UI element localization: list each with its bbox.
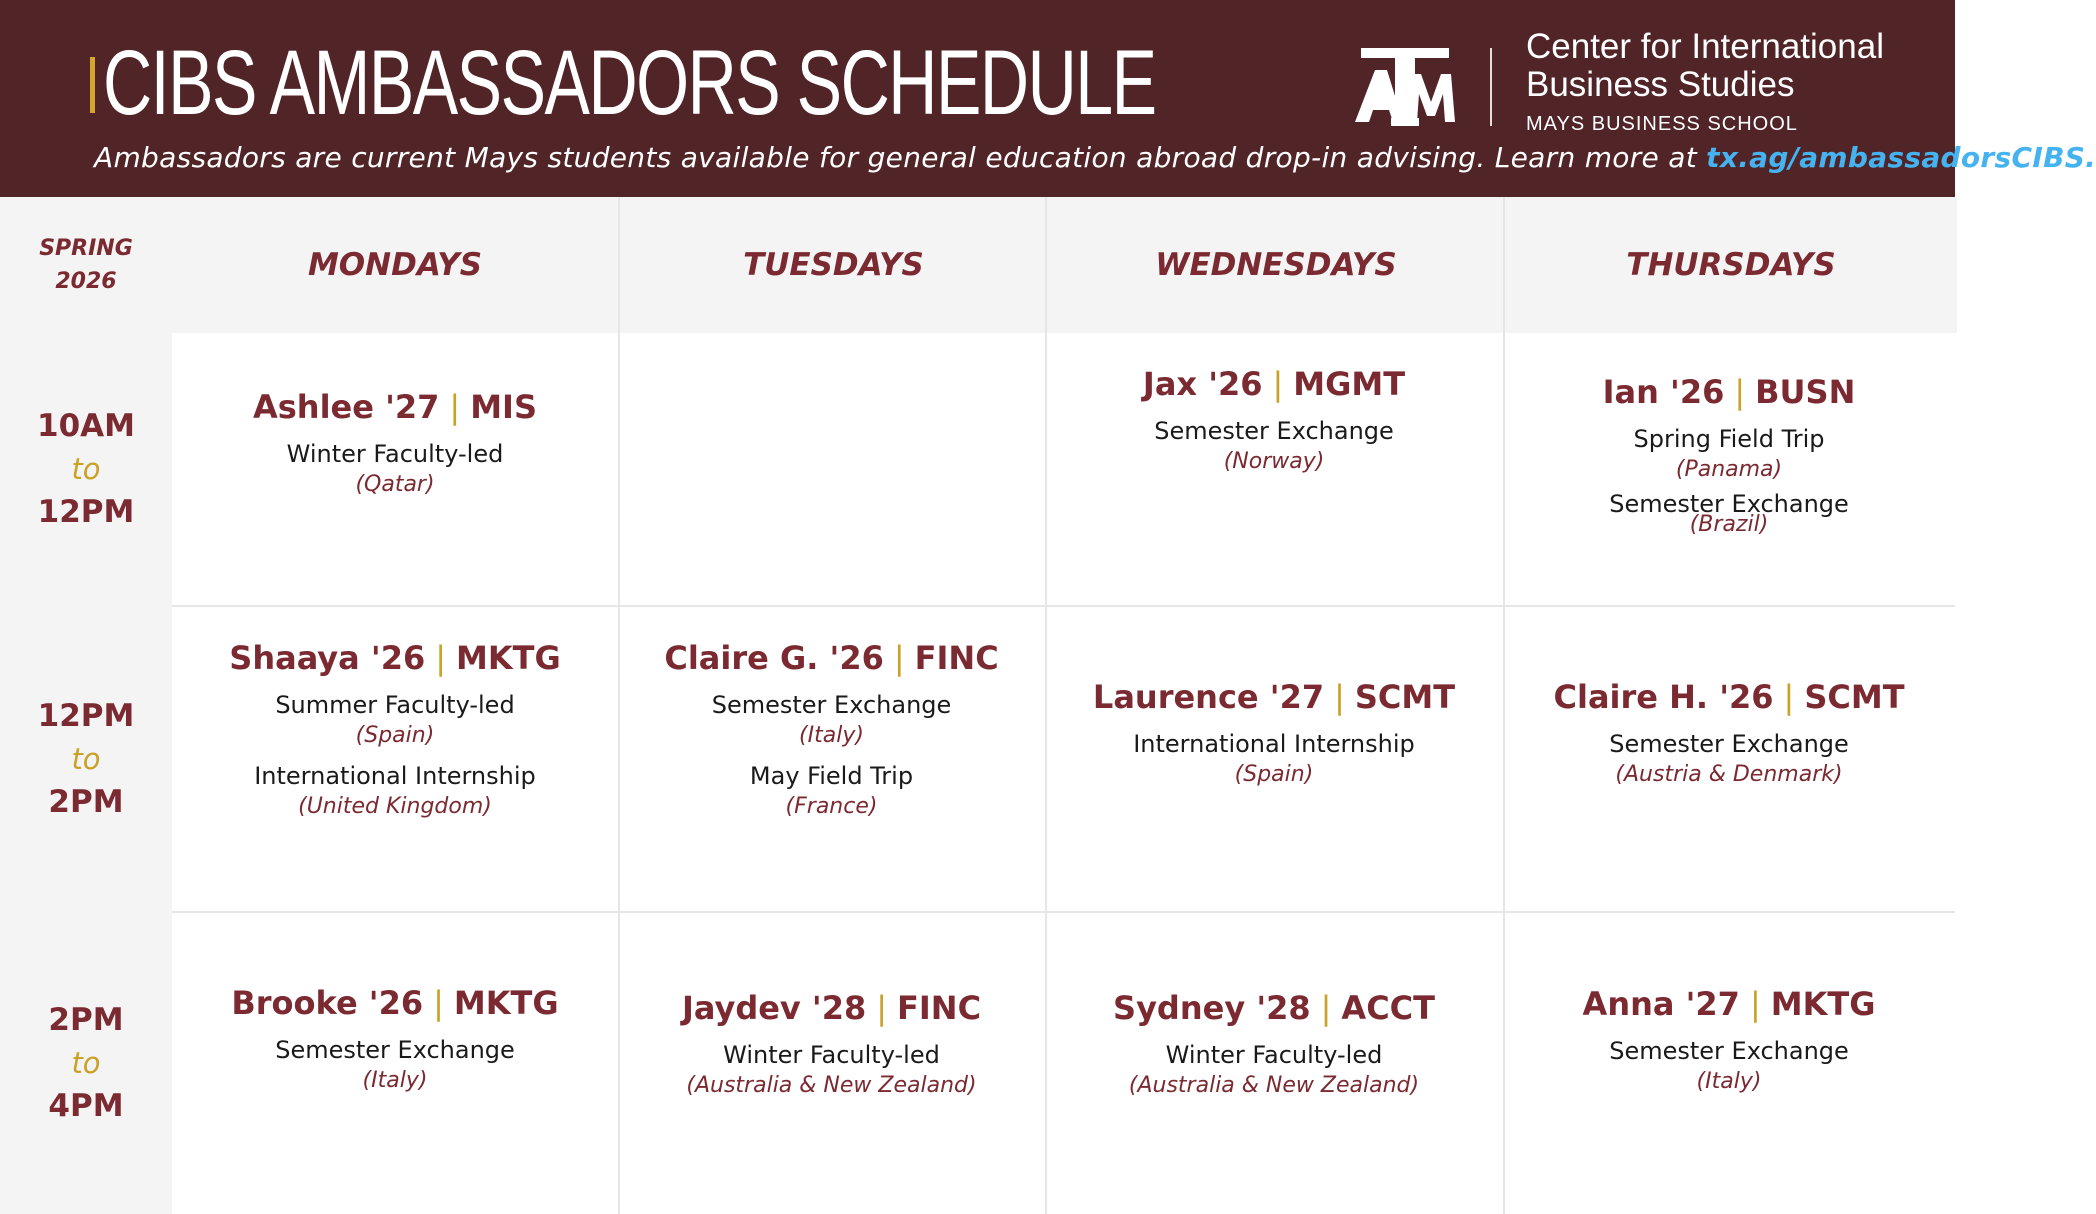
program-location: (Spain)	[355, 723, 435, 748]
student-name: Laurence '27	[1092, 678, 1325, 716]
ambassador-name	[1093, 678, 1455, 716]
slot-to: to	[71, 1045, 101, 1080]
atm-logo	[1355, 46, 1455, 130]
header-banner	[0, 0, 2096, 197]
major: SCMT	[1804, 678, 1905, 716]
slot-to: to	[71, 741, 101, 776]
center-name-line1: Center for International	[1526, 27, 1884, 66]
student-name: Brooke '26	[231, 984, 424, 1022]
ambassador-name	[231, 984, 558, 1022]
slot-card-tue-12pm	[618, 639, 1045, 819]
program-type: Semester Exchange	[275, 1036, 515, 1064]
slot-card-wed-10am	[1045, 365, 1503, 474]
student-name: Ashlee '27	[252, 388, 440, 426]
slot-start: 2PM	[48, 1001, 124, 1038]
program-location: (Brazil)	[1689, 512, 1769, 537]
program-type: Winter Faculty-led	[1165, 1041, 1383, 1069]
separator: |	[1320, 989, 1332, 1027]
major: SCMT	[1354, 678, 1456, 716]
time-slot-10am	[0, 333, 172, 606]
program-type: Semester Exchange	[711, 691, 952, 719]
major: FINC	[897, 989, 982, 1027]
ambassador-name	[1583, 985, 1876, 1023]
ambassador-name	[1603, 373, 1856, 411]
major: FINC	[914, 639, 999, 677]
program-location: (France)	[785, 794, 878, 819]
major: BUSN	[1755, 373, 1856, 411]
program-location: (Australia & New Zealand)	[686, 1073, 977, 1098]
slot-end: 12PM	[37, 494, 135, 530]
separator: |	[1749, 985, 1761, 1023]
subtitle-text: Ambassadors are current Mays students available for general education abroad drop-in advising. Learn more at	[94, 141, 1707, 174]
ambassador-name	[229, 639, 560, 677]
program-location: (Australia & New Zealand)	[1128, 1073, 1420, 1098]
slot-card-thu-12pm	[1503, 678, 1955, 787]
ambassador-name	[1113, 989, 1435, 1027]
student-name: Ian '26	[1602, 373, 1725, 411]
program-type: Summer Faculty-led	[275, 691, 515, 719]
slot-start: 10AM	[37, 408, 135, 444]
separator: |	[449, 388, 461, 426]
slot-card-thu-2pm	[1503, 985, 1955, 1094]
term-label	[0, 197, 172, 333]
term-season: SPRING	[39, 236, 133, 261]
student-name: Claire H. '26	[1553, 678, 1774, 716]
program-type: International Internship	[1133, 730, 1415, 758]
student-name: Sydney '28	[1113, 989, 1311, 1027]
program-type: Spring Field Trip	[1633, 425, 1825, 453]
program-type: Winter Faculty-led	[286, 440, 504, 468]
program-location: (Italy)	[362, 1068, 428, 1093]
time-slot-12pm	[0, 606, 172, 912]
program-location: (Italy)	[1696, 1069, 1762, 1094]
separator: |	[876, 989, 888, 1027]
title-accent-bar	[90, 57, 95, 113]
major: MIS	[470, 388, 537, 426]
program-type: Semester Exchange	[1154, 417, 1394, 445]
program-location: (Norway)	[1223, 449, 1325, 474]
separator: |	[1272, 365, 1284, 403]
time-slot-2pm	[0, 912, 172, 1214]
ambassador-name	[1143, 365, 1405, 403]
slot-end: 2PM	[48, 783, 124, 820]
program-type: Semester Exchange	[1609, 490, 1849, 518]
slot-card-wed-12pm	[1045, 678, 1503, 787]
major: MKTG	[456, 639, 561, 677]
ambassador-name	[664, 639, 998, 677]
schedule-grid	[0, 197, 1955, 1214]
program-type: International Internship	[254, 762, 536, 790]
term-year: 2026	[55, 269, 117, 294]
major: MGMT	[1293, 365, 1406, 403]
separator: |	[1734, 373, 1746, 411]
program-location: (Italy)	[799, 723, 864, 748]
subtitle	[94, 141, 2096, 174]
slot-card-thu-10am	[1503, 373, 1955, 537]
student-name: Jax '26	[1142, 365, 1263, 403]
separator: |	[893, 639, 905, 677]
slot-card-mon-2pm	[172, 984, 618, 1093]
ambassador-name	[1553, 678, 1904, 716]
program-type: Winter Faculty-led	[723, 1041, 940, 1069]
student-name: Shaaya '26	[229, 639, 426, 677]
slot-start: 12PM	[37, 697, 135, 734]
logo-divider	[1490, 48, 1492, 126]
slot-end: 4PM	[48, 1087, 124, 1124]
program-location: (Qatar)	[355, 472, 435, 497]
separator: |	[1334, 678, 1345, 716]
slot-card-mon-12pm	[172, 639, 618, 819]
ambassadors-link[interactable]: tx.ag/ambassadorsCIBS.	[1706, 141, 2096, 174]
separator: |	[435, 639, 446, 677]
separator: |	[433, 984, 444, 1022]
day-header-tuesday: TUESDAYS	[618, 197, 1047, 333]
program-type: May Field Trip	[749, 762, 914, 790]
title-block	[90, 32, 1525, 134]
ambassador-name	[253, 388, 537, 426]
slot-card-mon-10am	[172, 388, 618, 497]
day-header-thursday: THURSDAYS	[1503, 197, 1957, 333]
program-location: (Austria & Denmark)	[1615, 762, 1843, 787]
center-name	[1526, 28, 1884, 104]
row-divider	[172, 605, 1955, 607]
ambassador-name	[682, 989, 981, 1027]
major: ACCT	[1341, 989, 1435, 1027]
student-name: Jaydev '28	[681, 989, 867, 1027]
program-type: Semester Exchange	[1609, 730, 1849, 758]
day-header-wednesday: WEDNESDAYS	[1045, 197, 1505, 333]
program-location: (Panama)	[1675, 457, 1783, 482]
major: MKTG	[1770, 985, 1876, 1023]
slot-card-tue-2pm	[618, 989, 1045, 1098]
program-type: Semester Exchange	[1609, 1037, 1849, 1065]
row-divider	[172, 911, 1955, 913]
slot-card-wed-2pm	[1045, 989, 1503, 1098]
major: MKTG	[453, 984, 559, 1022]
program-location: (Spain)	[1234, 762, 1314, 787]
page-title: CIBS AMBASSADORS SCHEDULE	[103, 32, 1156, 134]
slot-to: to	[71, 452, 101, 486]
student-name: Anna '27	[1582, 985, 1740, 1023]
school-name: MAYS BUSINESS SCHOOL	[1526, 113, 1798, 135]
day-header-monday: MONDAYS	[172, 197, 618, 333]
program-location: (United Kingdom)	[298, 794, 492, 819]
separator: |	[1783, 678, 1795, 716]
center-name-line2: Business Studies	[1526, 65, 1795, 104]
student-name: Claire G. '26	[664, 639, 884, 677]
